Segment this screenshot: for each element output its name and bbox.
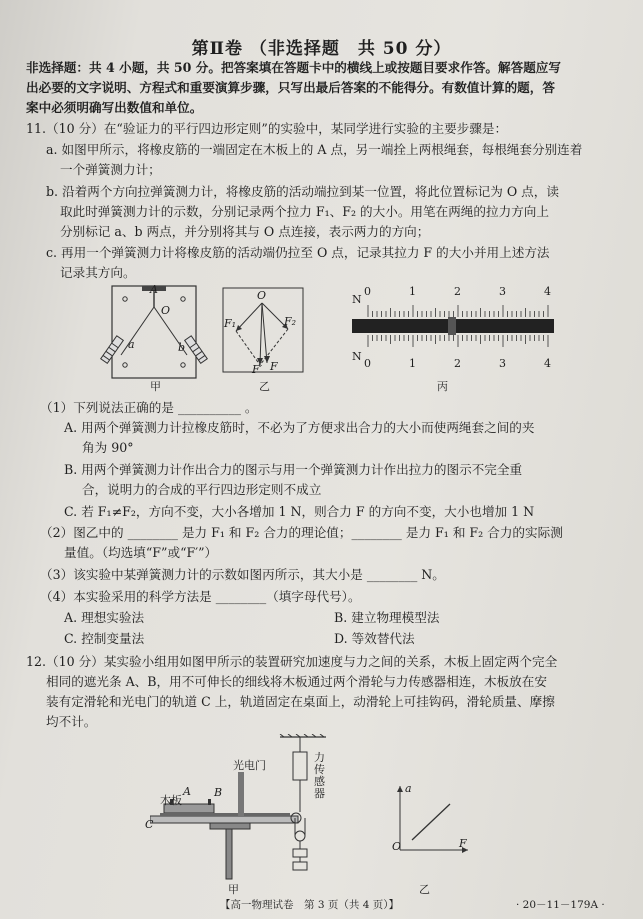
fig-q12-axis-a: a	[405, 782, 412, 795]
fig-bing-caption: 丙	[437, 380, 448, 393]
fig-q12-label-gate: 光电门	[233, 759, 266, 772]
fig-q12-caption-yi: 乙	[419, 883, 430, 896]
scale-unit-bottom: N	[352, 350, 362, 363]
instruction-line-2: 出必要的文字说明、方程式和重要演算步骤，只写出最后答案的不能得分。有数值计算的题，答	[26, 80, 555, 95]
scale-tick-bottom-4: 4	[544, 357, 551, 370]
scale-tick-top-2: 2	[454, 285, 461, 298]
fig-jia-label-O: O	[161, 304, 171, 317]
q11-option-4b: B. 建立物理模型法	[334, 610, 440, 625]
q12-line-4: 均不计。	[46, 714, 97, 729]
scale-tick-bottom-3: 3	[499, 357, 506, 370]
scale-tick-bottom-1: 1	[409, 357, 416, 370]
fig-q12-label-board: 木板	[160, 794, 182, 807]
scale-tick-top-0: 0	[364, 285, 371, 298]
q11-part-1: （1）下列说法正确的是 __________ 。	[40, 400, 258, 415]
fig-q12-axis-F: F	[459, 837, 467, 850]
fig-q12-label-A: A	[183, 785, 191, 798]
scale-tick-top-1: 1	[409, 285, 416, 298]
q11-option-4d: D. 等效替代法	[334, 631, 415, 646]
q12-line-2: 相同的遮光条 A、B，用不可伸长的细线将木板通过两个滑轮与力传感器相连，木板放在安	[46, 674, 547, 689]
scale-tick-bottom-2: 2	[454, 357, 461, 370]
q11-step-c1: c. 再用一个弹簧测力计将橡皮筋的活动端仍拉至 O 点，记录其拉力 F 的大小并用上述方法	[46, 245, 550, 260]
q11-part-2-line1: （2）图乙中的 ________ 是力 F₁ 和 F₂ 合力的理论值；________ 是力 F₁ 和 F₂ 合力的实际测	[40, 525, 563, 540]
fig-yi-label-F2: F₂	[284, 315, 297, 328]
q12-line-1: 12.（10 分）某实验小组用如图甲所示的装置研究加速度与力之间的关系，木板上固定两个完全	[26, 654, 558, 669]
q11-part-4: （4）本实验采用的科学方法是 ________（填字母代号）。	[40, 589, 361, 604]
q12-line-3: 装有定滑轮和光电门的轨道 C 上，轨道固定在桌面上，动滑轮上可挂钩码，滑轮质量、摩擦	[46, 694, 555, 709]
instruction-line-3: 案中必须明确写出数值和单位。	[26, 100, 203, 115]
q11-stem: 11.（10 分）在“验证力的平行四边形定则”的实验中，某同学进行实验的主要步骤是：	[26, 121, 508, 136]
fig-yi-label-F1: F₁	[224, 317, 237, 330]
fig-jia-label-b: b	[178, 341, 186, 354]
q11-step-a2: 一个弹簧测力计；	[60, 162, 161, 177]
q11-step-b3: 分别标记 a、b 两点，并分别将其与 O 点连接，表示两力的方向；	[60, 224, 430, 239]
section-title: 第Ⅱ卷 （非选择题 共 50 分）	[191, 39, 452, 59]
q11-option-4c: C. 控制变量法	[64, 631, 145, 646]
fig-jia-label-a: a	[128, 338, 135, 351]
fig-jia-caption: 甲	[150, 380, 161, 393]
q11-step-b1: b. 沿着两个方向拉弹簧测力计，将橡皮筋的活动端拉到某一位置，将此位置标记为 O 点，读	[46, 184, 559, 199]
fig-q12-origin: O	[392, 840, 402, 853]
scale-tick-top-4: 4	[544, 285, 551, 298]
q11-part-2-line2: 量值。（均选填“F”或“F′”）	[64, 545, 218, 560]
q11-option-1a-line2: 角为 90°	[82, 440, 134, 455]
scale-tick-bottom-0: 0	[364, 357, 371, 370]
fig-q12-label-C: C	[145, 818, 154, 831]
fig-jia-label-A: A	[150, 283, 158, 296]
q11-option-1a-line1: A. 用两个弹簧测力计拉橡皮筋时，不必为了方便求出合力的大小而使两绳套之间的夹	[64, 420, 535, 435]
q11-option-4a: A. 理想实验法	[64, 610, 145, 625]
q11-part-3: （3）该实验中某弹簧测力计的示数如图丙所示，其大小是 ________ N。	[40, 567, 445, 582]
q11-option-1c: C. 若 F₁≠F₂，方向不变，大小各增加 1 N，则合力 F 的方向不变，大小也增加 1 N	[64, 504, 535, 519]
fig-q12-caption-jia: 甲	[228, 883, 239, 896]
q11-option-1b-line2: 合，说明力的合成的平行四边形定则不成立	[82, 482, 322, 497]
q11-step-b2: 取此时弹簧测力计的示数，分别记录两个拉力 F₁、F₂ 的大小。用笔在两绳的拉力方向上	[60, 204, 549, 219]
footer-code: · 20－11－179A ·	[516, 899, 605, 911]
instruction-line-1: 非选择题：共 4 小题，共 50 分。把答案填在答题卡中的横线上或按题目要求作答。解答题应写	[26, 60, 561, 75]
q11-step-a1: a. 如图甲所示，将橡皮筋的一端固定在木板上的 A 点，另一端拴上两根绳套，每根绳套分别连着	[46, 142, 583, 157]
fig-yi-label-F: F	[270, 360, 278, 373]
fig-yi-caption: 乙	[259, 380, 270, 393]
q11-option-1b-line1: B. 用两个弹簧测力计作出合力的图示与用一个弹簧测力计作出拉力的图示不完全重	[64, 462, 523, 477]
footer-page-info: 【高一物理试卷 第 3 页（共 4 页）】	[220, 899, 399, 911]
fig-yi-label-Fp: F′	[252, 363, 263, 376]
scale-unit-top: N	[352, 293, 362, 306]
fig-yi-label-O: O	[257, 289, 267, 302]
q11-step-c2: 记录其方向。	[60, 265, 136, 280]
fig-q12-label-B: B	[214, 786, 223, 799]
scale-tick-top-3: 3	[499, 285, 506, 298]
fig-q12-label-sensor: 力传感器	[314, 751, 325, 800]
figure-jia-board	[94, 283, 218, 387]
